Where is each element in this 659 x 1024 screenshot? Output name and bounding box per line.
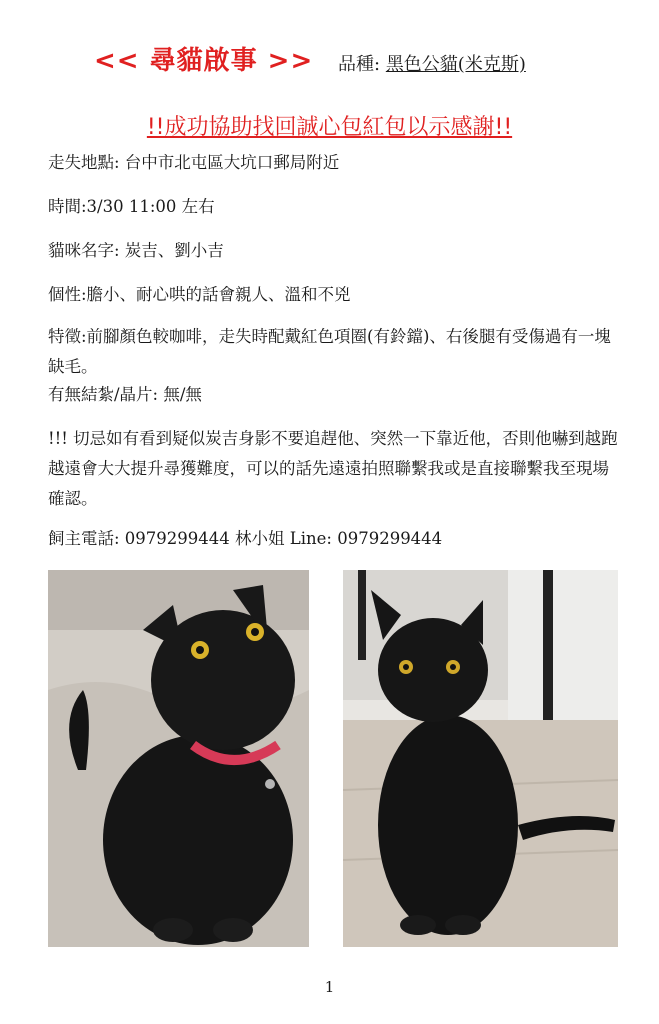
cat-photo-left (48, 570, 309, 947)
personality-line: 個性:膽小、耐心哄的話會親人、溫和不兇 (48, 285, 351, 304)
breed-label: 品種: (338, 54, 381, 75)
reward-banner: !!成功協助找回誠心包紅包以示感謝!! (146, 115, 513, 140)
warning-paragraph: !!! 切忌如有看到疑似炭吉身影不要追趕他、突然一下靠近他，否則他嚇到越跑越遠會大大提升尋獲難度，可以的話先遠遠拍照聯繫我或是直接聯繫我至現場確認。 (48, 429, 618, 508)
location-line: 走失地點: 台中市北屯區大坑口郵局附近 (48, 153, 340, 172)
page-number: 1 (324, 978, 335, 996)
breed-value: 黑色公貓(米克斯) (385, 54, 526, 75)
breed-line (338, 50, 526, 76)
cat-photo-right (343, 570, 618, 947)
features-paragraph: 特徵:前腳顏色較咖啡，走失時配戴紅色項圈(有鈴鐺)、右後腿有受傷過有一塊缺毛。 (48, 327, 611, 376)
poster-title: << 尋貓啟事 >> (94, 46, 314, 76)
time-line: 時間:3/30 11:00 左右 (48, 197, 215, 216)
ligation-chip-line: 有無結紮/晶片: 無/無 (48, 385, 202, 404)
contact-line: 飼主電話: 0979299444 林小姐 Line: 0979299444 (48, 529, 443, 548)
header (0, 40, 659, 80)
name-line: 貓咪名字: 炭吉、劉小吉 (48, 241, 224, 260)
